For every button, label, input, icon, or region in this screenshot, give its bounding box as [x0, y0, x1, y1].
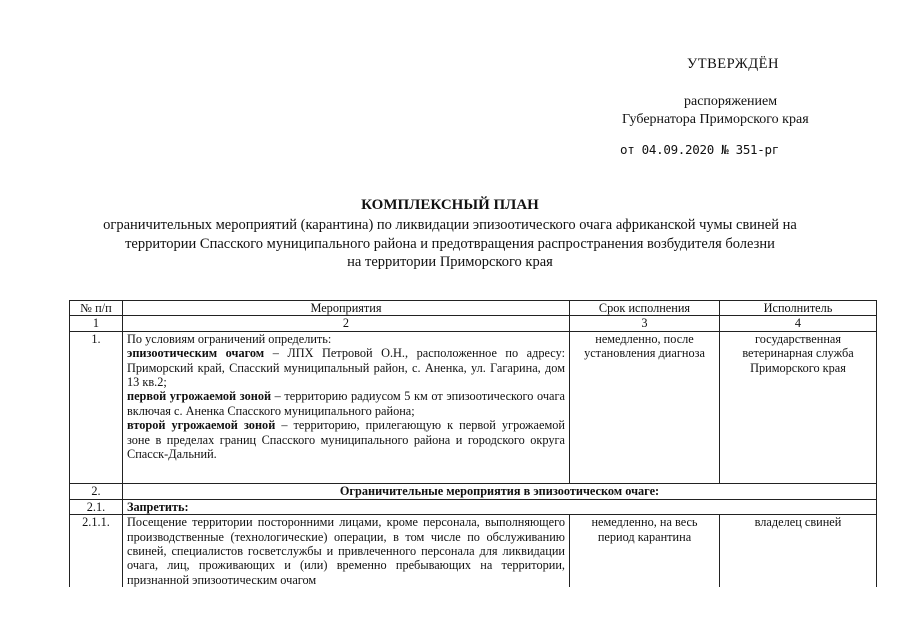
- document-heading: [70, 196, 830, 272]
- document-subtitle-3: на территории Приморского края: [347, 254, 553, 270]
- row-number: 2.1.1.: [70, 515, 123, 588]
- document-subtitle-2: территории Спасского муниципального района и предотвращения распространения возбудителя болезни: [125, 235, 775, 252]
- column-number-3: 3: [570, 316, 720, 331]
- approval-block: [622, 56, 872, 157]
- term-second-zone-text: – территорию, прилегающую к первой угрожаемой зоне в пределах границ Спасского муниципального района и городского округа Спасск-Дальний.: [127, 418, 565, 462]
- column-numbers-row: [70, 316, 877, 331]
- section-title: Ограничительные мероприятия в эпизоотическом очаге:: [123, 483, 877, 499]
- row-activity: Посещение территории посторонними лицами, кроме персонала, выполняющего производственные (технологические) операции, в том числе по обслуживанию свиней, специалистов госветслужбы и привлеченного персонала для ликвидации очага, лиц, проживающих и (или) временно пребывающих на территории, признанной эпизоотическим очагом: [123, 515, 570, 588]
- term-second-zone: второй угрожаемой зоной: [127, 418, 276, 433]
- term-first-zone: первой угрожаемой зоной: [127, 389, 272, 404]
- term-epizootic-focus-text: – ЛПХ Петровой О.Н., расположенное по адресу: Приморский край, Спасский муниципальный район, с. Аненка, ул. Гагарина, дом 13 кв.2;: [127, 346, 565, 390]
- row-executor: государственная ветеринарная служба Приморского края: [720, 331, 877, 483]
- subsection-row: [70, 499, 877, 514]
- table-row: [70, 331, 877, 483]
- row-activity: [123, 331, 570, 483]
- term-epizootic-focus: эпизоотическим очагом: [127, 346, 265, 361]
- activity-intro: По условиям ограничений определить:: [127, 331, 332, 346]
- column-number-2: 2: [123, 316, 570, 331]
- term-first-zone-text: – территорию радиусом 5 км от эпизоотического очага включая с. Аненка Спасского муниципального района;: [127, 389, 565, 418]
- approval-line-1: распоряжением: [684, 94, 778, 109]
- column-number-1: 1: [70, 316, 123, 331]
- document-title: КОМПЛЕКСНЫЙ ПЛАН: [361, 197, 539, 213]
- header-executor: Исполнитель: [720, 301, 877, 316]
- approval-date-number: от 04.09.2020 № 351-рг: [620, 142, 779, 157]
- subsection-title: Запретить:: [123, 499, 877, 514]
- approval-line-2: Губернатора Приморского края: [622, 112, 809, 127]
- row-executor: владелец свиней: [720, 515, 877, 588]
- approval-title: УТВЕРЖДЁН: [687, 56, 779, 72]
- table-header-row: [70, 301, 877, 316]
- header-deadline: Срок исполнения: [570, 301, 720, 316]
- row-deadline: немедленно, после установления диагноза: [570, 331, 720, 483]
- row-deadline: немедленно, на весь период карантина: [570, 515, 720, 588]
- row-number: 1.: [70, 331, 123, 483]
- document-subtitle-1: ограничительных мероприятий (карантина) по ликвидации эпизоотического очага африканской чумы свиней на: [103, 217, 797, 233]
- section-number: 2.: [70, 483, 123, 499]
- subsection-number: 2.1.: [70, 499, 123, 514]
- section-row: [70, 483, 877, 499]
- plan-table: [69, 300, 877, 587]
- header-activities: Мероприятия: [123, 301, 570, 316]
- header-number: № п/п: [70, 301, 123, 316]
- table-row: [70, 515, 877, 588]
- column-number-4: 4: [720, 316, 877, 331]
